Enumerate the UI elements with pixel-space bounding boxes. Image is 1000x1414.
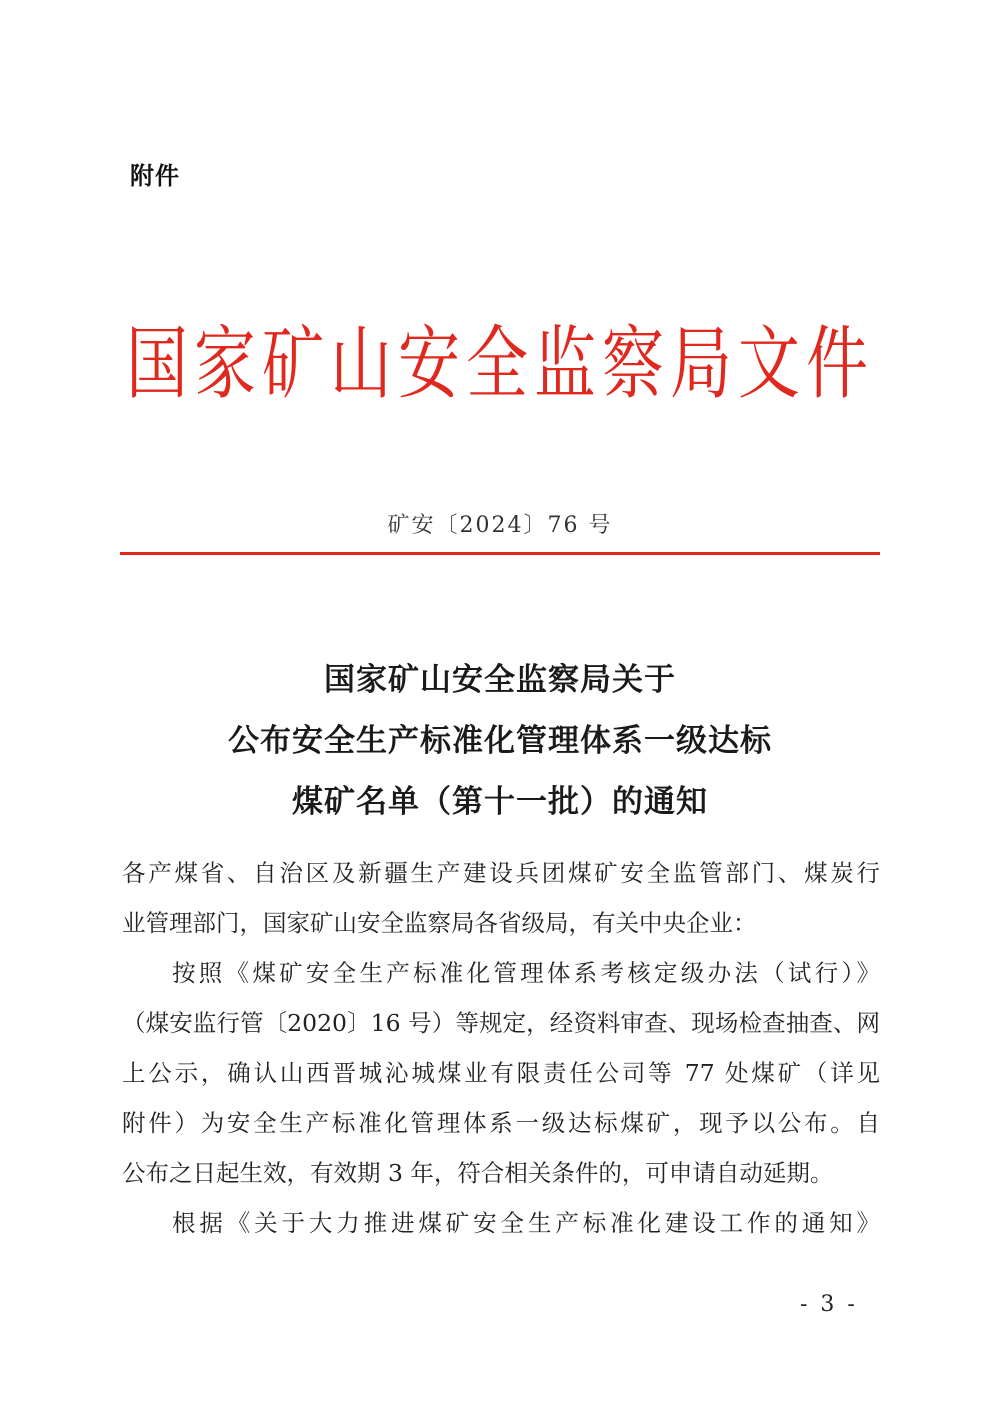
body-text: [122, 848, 880, 1248]
body-line: 公布之日起生效，有效期 3 年，符合相关条件的，可申请自动延期。: [122, 1159, 834, 1187]
notice-title-line-1: 国家矿山安全监察局关于: [324, 662, 676, 698]
body-line: 根据《关于大力推进煤矿安全生产标准化建设工作的通知》: [172, 1209, 880, 1237]
body-line: 各产煤省、自治区及新疆生产建设兵团煤矿安全监管部门、煤炭行: [122, 859, 880, 887]
issuer-header-title: 国家矿山安全监察局文件: [125, 316, 874, 411]
attachment-label: 附件: [130, 162, 180, 190]
body-line: 附件）为安全生产标准化管理体系一级达标煤矿，现予以公布。自: [122, 1109, 880, 1137]
body-line: 上公示，确认山西晋城沁城煤业有限责任公司等 77 处煤矿（详见: [122, 1059, 880, 1087]
addressee-paragraph: [122, 848, 880, 948]
document-number: 矿安〔2024〕76 号: [387, 513, 613, 538]
body-line: （煤安监行管〔2020〕16 号）等规定，经资料审查、现场检查抽查、网: [122, 1009, 880, 1037]
notice-title: [0, 650, 1000, 833]
paragraph-2: [122, 1198, 880, 1248]
body-line: 按照《煤矿安全生产标准化管理体系考核定级办法（试行）》: [172, 959, 880, 987]
body-line: 业管理部门，国家矿山安全监察局各省级局，有关中央企业：: [122, 909, 757, 937]
red-divider-line: [120, 552, 880, 555]
page-number: - 3 -: [800, 1292, 858, 1317]
notice-title-line-3: 煤矿名单（第十一批）的通知: [292, 784, 708, 820]
paragraph-1: [122, 948, 880, 1198]
notice-title-line-2: 公布安全生产标准化管理体系一级达标: [228, 723, 772, 759]
